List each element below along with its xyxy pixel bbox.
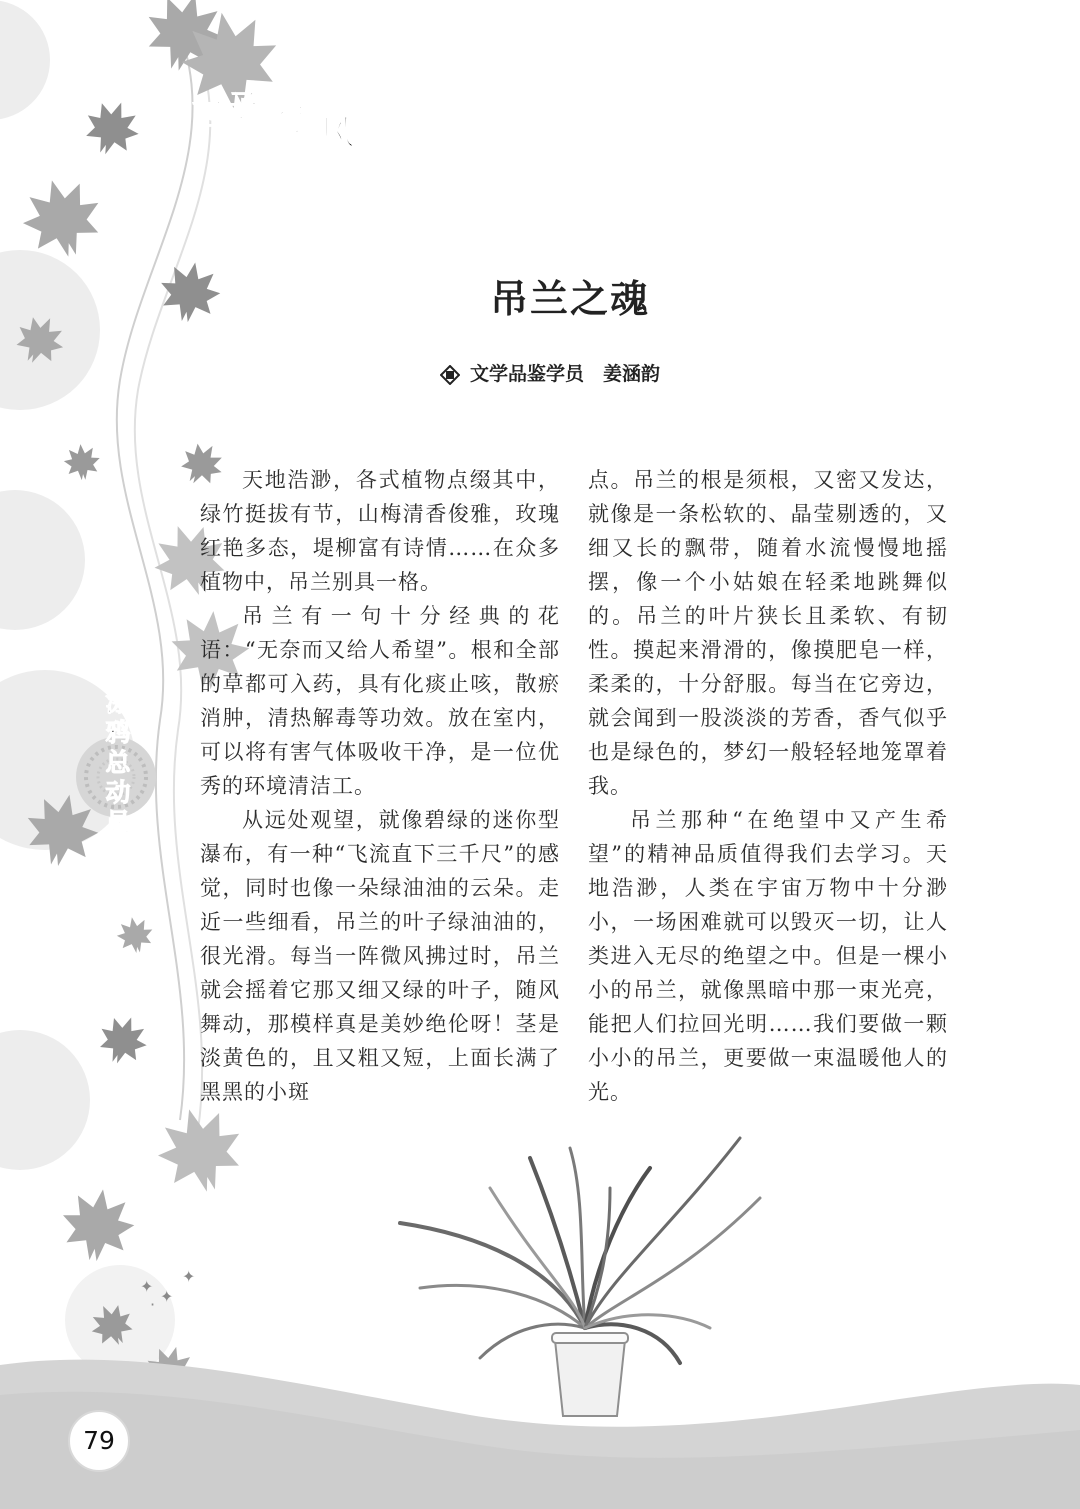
column-tag-char: 风 — [320, 113, 354, 153]
page-number: 79 — [68, 1410, 130, 1472]
svg-text:✦: ✦ — [140, 1277, 154, 1296]
svg-text:✦: ✦ — [182, 1267, 196, 1286]
column-tag-char: 西 — [192, 99, 222, 134]
svg-text:✦: ✦ — [160, 1287, 174, 1306]
paragraph: 吊兰有一句十分经典的花语：“无奈而又给人希望”。根和全部的草都可入药，具有化痰止咳，散瘀消肿，清热解毒等功效。放在室内，可以将有害气体吸收干净，是一位优秀的环境清洁工。 — [200, 604, 560, 798]
paragraph: 天地浩渺，各式植物点缀其中，绿竹挺拔有节，山梅清香俊雅，玫瑰红艳多态，堤柳富有诗情……在众多植物中，吊兰别具一格。 — [200, 468, 560, 594]
spider-plant-pot-icon — [380, 1128, 780, 1428]
article-title: 吊兰之魂 — [489, 277, 650, 321]
side-label-char: 鸦 — [105, 718, 131, 747]
paragraph: 吊兰那种“在绝望中又产生希望”的精神品质值得我们去学习。天地浩渺，人类在宇宙万物中十分渺小，一场困难就可以毁灭一切，让人类进入无尽的绝望之中。但是一棵小小的吊兰，就像黑暗中那一束光亮，能把人们拉回光明……我们要做一颗小小的吊兰，更要做一束温暖他人的光。 — [588, 808, 948, 1104]
side-label-char: 涂 — [105, 688, 131, 717]
svg-text:·: · — [150, 1295, 156, 1314]
column-tag-char: 子 — [228, 89, 258, 124]
paragraph: 点。吊兰的根是须根，又密又发达，就像是一条松软的、晶莹剔透的，又细又长的飘带，随着水流慢慢地摇摆，像一个小姑娘在轻柔地跳舞似的。吊兰的叶片狭长且柔软、有韧性。摸起来滑滑的，像摸肥皂一样，柔柔的，十分舒服。每当在它旁边，就会闻到一股淡淡的芳香，香气似乎也是绿色的，梦幻一般轻轻地笼罩着我。 — [588, 468, 948, 798]
side-label-char: 动 — [105, 778, 131, 807]
article-column-right — [588, 463, 948, 1109]
side-label-char: 总 — [105, 748, 131, 777]
diamond-bullet-icon — [440, 365, 460, 385]
column-tag — [192, 89, 392, 162]
paragraph: 从远处观望，就像碧绿的迷你型瀑布，有一种“飞流直下三千尺”的感觉，同时也像一朵绿油油的云朵。走近一些细看，吊兰的叶子绿油油的，很光滑。每当一阵微风拂过时，吊兰就会摇着它那又细又绿的叶子，随风舞动，那模样真是美妙绝伦呀！茎是淡黄色的，且又粗又短，上面长满了黑黑的小斑 — [200, 808, 560, 1104]
side-label-char: 员 — [105, 808, 131, 837]
column-tag-char: 荷 — [274, 103, 304, 138]
article-column-left — [200, 463, 560, 1109]
side-label — [103, 688, 133, 838]
byline-text: 文学品鉴学员 姜涵韵 — [470, 363, 661, 385]
